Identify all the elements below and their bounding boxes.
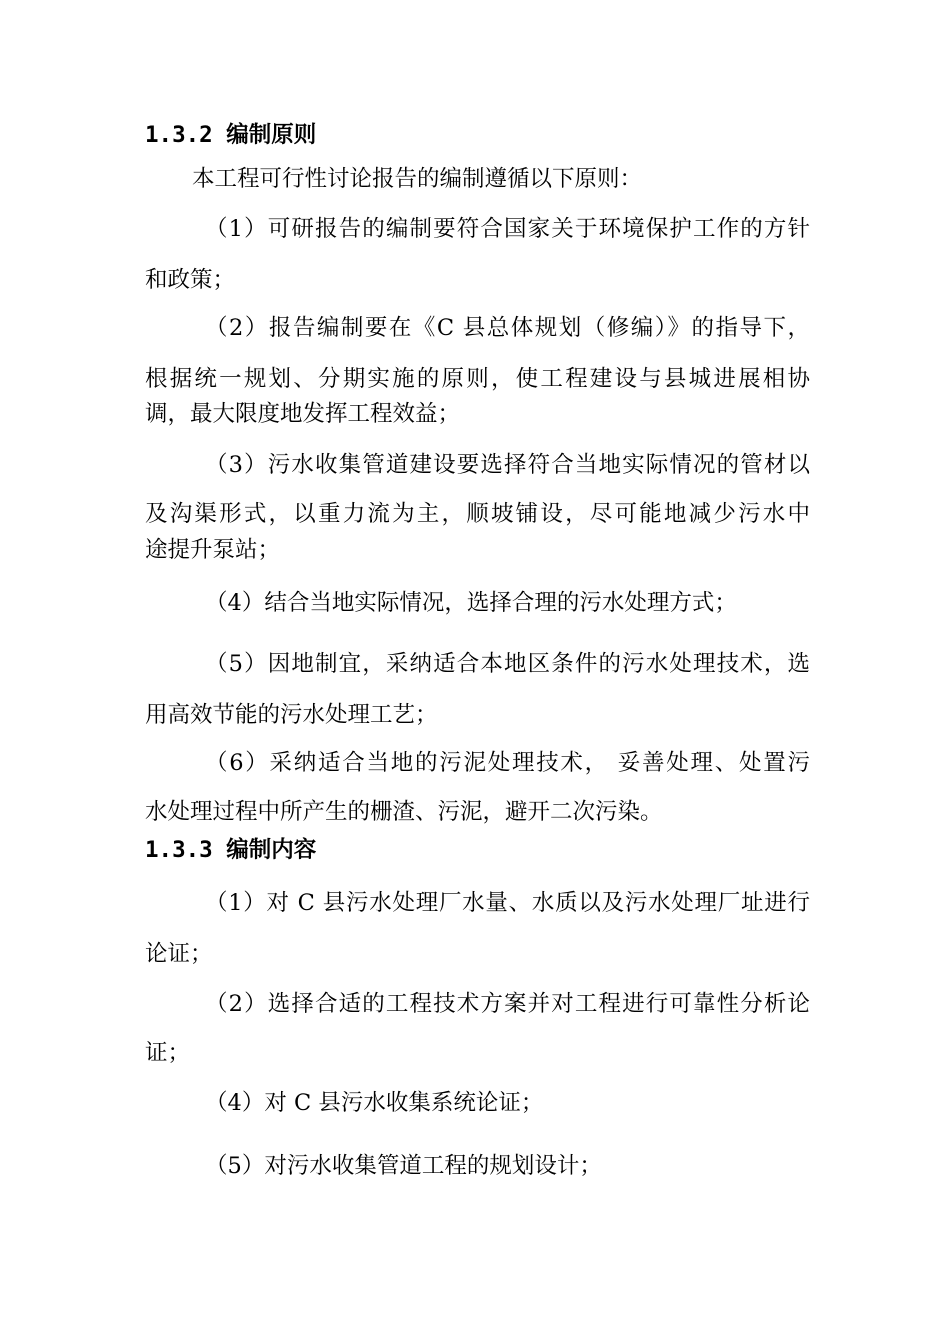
content-2-line-2: 证； <box>145 1040 191 1066</box>
section-heading-1-3-3: 1.3.3 编制内容 <box>145 837 317 863</box>
section-heading-1-3-2: 1.3.2 编制原则 <box>145 122 317 148</box>
content-2-line-1: （2）选择合适的工程技术方案并对工程进行可靠性分析论 <box>205 991 810 1017</box>
principle-6-line-2: 水处理过程中所产生的栅渣、污泥，避开二次污染。 <box>145 799 663 825</box>
content-1-line-1: （1）对 C 县污水处理厂水量、水质以及污水处理厂址进行 <box>205 890 810 916</box>
principle-2-line-1: （2）报告编制要在《C 县总体规划（修编）》的指导下， <box>205 315 810 341</box>
principle-5-line-1: （5）因地制宜，采纳适合本地区条件的污水处理技术，选 <box>205 651 810 677</box>
principle-3-line-2: 及沟渠形式，以重力流为主，顺坡铺设，尽可能地减少污水中 <box>145 501 810 527</box>
principle-3-line-1: （3）污水收集管道建设要选择符合当地实际情况的管材以 <box>205 452 810 478</box>
principle-5-line-2: 用高效节能的污水处理工艺； <box>145 702 438 728</box>
principle-2-line-2: 根据统一规划、分期实施的原则，使工程建设与县城进展相协 <box>145 366 810 392</box>
content-5-line-1: （5）对污水收集管道工程的规划设计； <box>205 1153 602 1179</box>
content-4-line-1: （4）对 C 县污水收集系统论证； <box>205 1090 544 1116</box>
principle-6-line-1: （6）采纳适合当地的污泥处理技术， 妥善处理、处置污 <box>205 750 810 776</box>
principle-4-line-1: （4）结合当地实际情况，选择合理的污水处理方式； <box>205 590 737 616</box>
principle-1-line-1: （1）可研报告的编制要符合国家关于环境保护工作的方针 <box>205 216 810 242</box>
principle-1-line-2: 和政策； <box>145 267 236 293</box>
principle-2-line-3: 调，最大限度地发挥工程效益； <box>145 401 461 427</box>
content-1-line-2: 论证； <box>145 941 213 967</box>
principle-3-line-3: 途提升泵站； <box>145 537 281 563</box>
section-intro-paragraph: 本工程可行性讨论报告的编制遵循以下原则： <box>192 166 643 192</box>
